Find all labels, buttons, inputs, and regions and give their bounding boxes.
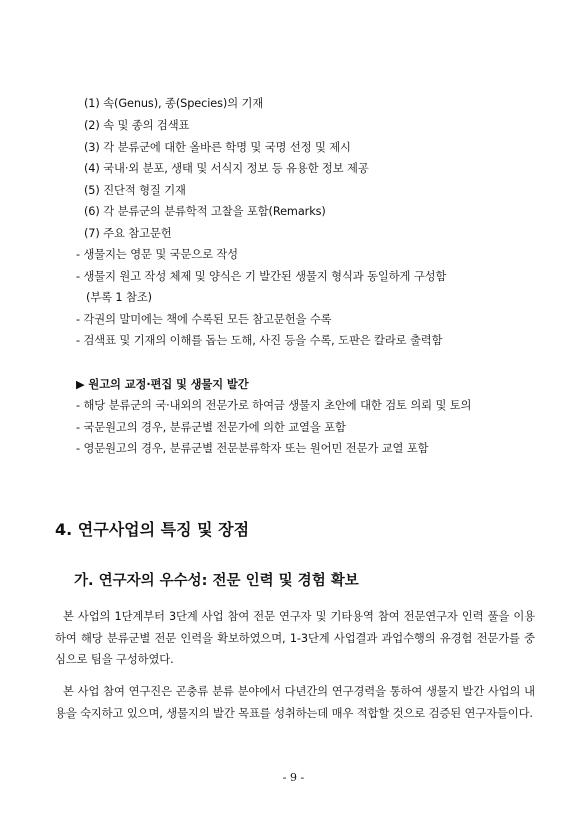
dash-item-appendix: (부록 1 참조) (86, 291, 152, 304)
dash-item-language: - 생물지는 영문 및 국문으로 작성 (76, 248, 238, 261)
item-references: (7) 주요 참고문헌 (84, 227, 172, 240)
paragraph-team: 본 사업의 1단계부터 3단계 사업 참여 전문 연구자 및 기타용역 참여 전문연구자 인력 풀을 이용하여 해당 분류군별 전문 인력을 확보하였으며, 1-3단계 사업결과 과업수행의 유경험 전문가를 중심으로 팀을 구성하였다. (55, 610, 535, 666)
dash-item-bibliography: - 각권의 말미에는 책에 수록된 모든 참고문헌을 수록 (76, 313, 332, 326)
item-key: (2) 속 및 종의 검색표 (84, 119, 190, 132)
section-title: 4. 연구사업의 특징 및 장점 (55, 520, 250, 539)
review-item-english: - 영문원고의 경우, 분류군별 전문분류학자 또는 원어민 전문가 교열 포함 (76, 442, 429, 455)
review-item-korean: - 국문원고의 경우, 분류군별 전문가에 의한 교열을 포함 (76, 421, 346, 434)
paragraph-researchers: 본 사업 참여 연구진은 곤충류 분류 분야에서 다년간의 연구경력을 통하여 생물지 발간 사업의 내용을 숙지하고 있으며, 생물지의 발간 목표를 성취하는데 매우 적합할 것으로 검증된 연구자들이다. (55, 685, 535, 720)
dash-item-format: - 생물지 원고 작성 체제 및 양식은 기 발간된 생물지 형식과 동일하게 구성함 (76, 270, 447, 283)
review-heading: ▶ 원고의 교정·편집 및 생물지 발간 (76, 378, 249, 391)
review-item-experts: - 해당 분류군의 국·내외의 전문가로 하여금 생물지 초안에 대한 검토 의뢰 및 토의 (76, 399, 472, 412)
item-genus-species: (1) 속(Genus), 종(Species)의 기재 (84, 97, 264, 110)
item-distribution: (4) 국내·외 분포, 생태 및 서식지 정보 등 유용한 정보 제공 (84, 162, 369, 175)
item-remarks: (6) 각 분류군의 분류학적 고찰을 포함(Remarks) (84, 205, 326, 218)
subsection-title: 가. 연구자의 우수성: 전문 인력 및 경험 확보 (74, 573, 359, 589)
item-names: (3) 각 분류군에 대한 올바른 학명 및 국명 선정 및 제시 (84, 141, 351, 154)
page-number: - 9 - (282, 771, 305, 784)
item-diagnostic: (5) 진단적 형질 기재 (84, 184, 186, 197)
dash-item-figures: - 검색표 및 기재의 이해를 돕는 도해, 사진 등을 수록, 도판은 칼라로 출력함 (76, 334, 443, 347)
